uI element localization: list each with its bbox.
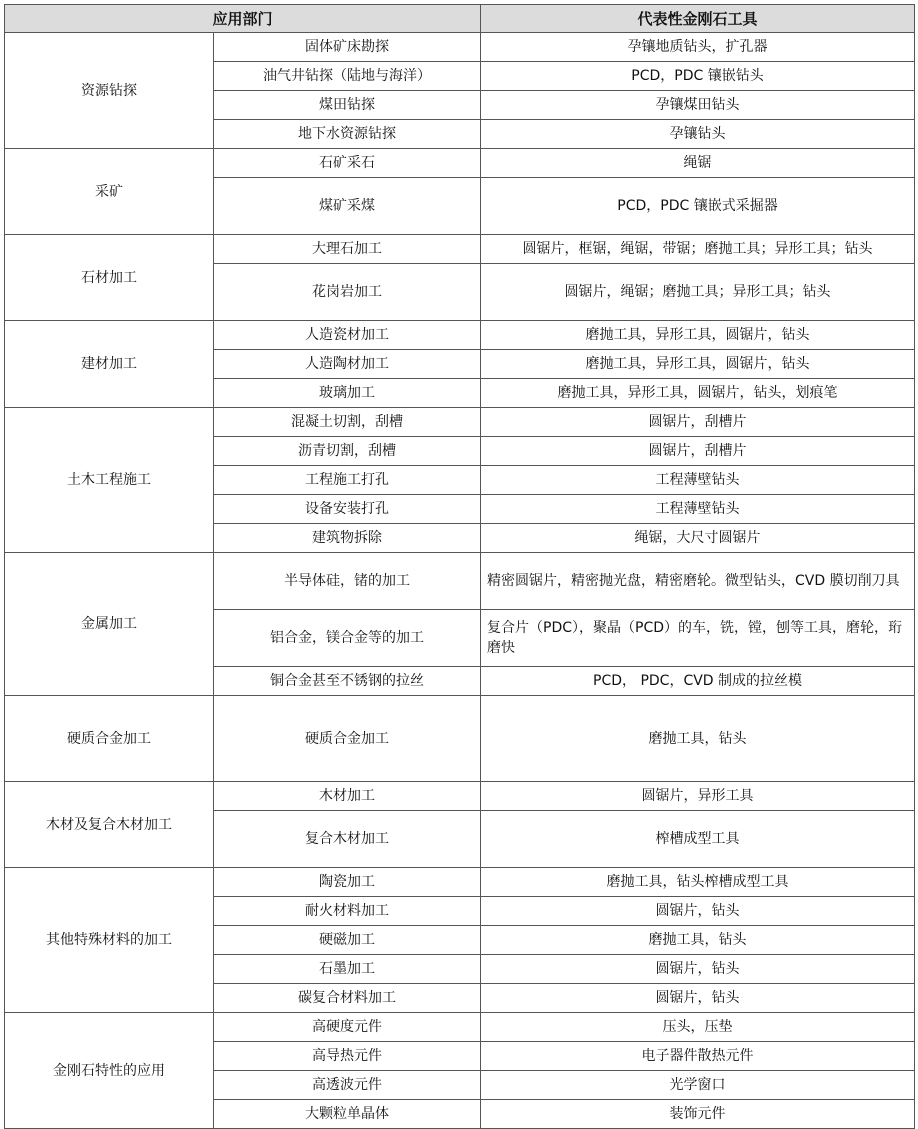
table-row [5, 1013, 915, 1042]
sub-application-cell: 铝合金，镁合金等的加工 [214, 610, 481, 667]
sub-application-cell: 高导热元件 [214, 1042, 481, 1071]
tool-cell: 磨抛工具，异形工具，圆锯片，钻头，划痕笔 [481, 379, 915, 408]
department-cell: 建材加工 [5, 321, 214, 408]
table-row [5, 149, 915, 178]
tool-cell: PCD，PDC 镶嵌钻头 [481, 62, 915, 91]
tool-cell: 绳锯，大尺寸圆锯片 [481, 524, 915, 553]
tool-cell: 工程薄壁钻头 [481, 466, 915, 495]
tool-cell: 圆锯片，刮槽片 [481, 437, 915, 466]
sub-application-cell: 煤矿采煤 [214, 178, 481, 235]
tool-cell: 光学窗口 [481, 1071, 915, 1100]
tool-cell: 工程薄壁钻头 [481, 495, 915, 524]
tool-cell: 复合片（PDC），聚晶（PCD）的车，铣，镗，刨等工具，磨轮，珩磨快 [481, 610, 915, 667]
tool-cell: 孕镶煤田钻头 [481, 91, 915, 120]
tool-cell: 电子器件散热元件 [481, 1042, 915, 1071]
department-cell: 采矿 [5, 149, 214, 235]
sub-application-cell: 高透波元件 [214, 1071, 481, 1100]
sub-application-cell: 设备安装打孔 [214, 495, 481, 524]
tool-cell: 圆锯片，钻头 [481, 955, 915, 984]
diamond-tools-table [4, 4, 915, 1129]
tool-cell: 磨抛工具，异形工具，圆锯片，钻头 [481, 350, 915, 379]
sub-application-cell: 半导体硅，锗的加工 [214, 553, 481, 610]
sub-application-cell: 大颗粒单晶体 [214, 1100, 481, 1129]
sub-application-cell: 建筑物拆除 [214, 524, 481, 553]
sub-application-cell: 混凝土切割，刮槽 [214, 408, 481, 437]
tool-cell: 圆锯片，钻头 [481, 897, 915, 926]
table-row [5, 408, 915, 437]
sub-application-cell: 煤田钻探 [214, 91, 481, 120]
sub-application-cell: 铜合金甚至不锈钢的拉丝 [214, 667, 481, 696]
sub-application-cell: 石矿采石 [214, 149, 481, 178]
table-row [5, 696, 915, 782]
tool-cell: 圆锯片，框锯，绳锯，带锯；磨抛工具；异形工具；钻头 [481, 235, 915, 264]
department-cell: 硬质合金加工 [5, 696, 214, 782]
sub-application-cell: 高硬度元件 [214, 1013, 481, 1042]
header-representative-tools: 代表性金刚石工具 [481, 5, 915, 33]
tool-cell: 圆锯片，刮槽片 [481, 408, 915, 437]
tool-cell: 圆锯片，钻头 [481, 984, 915, 1013]
department-cell: 石材加工 [5, 235, 214, 321]
department-cell: 金属加工 [5, 553, 214, 696]
sub-application-cell: 固体矿床勘探 [214, 33, 481, 62]
table-row [5, 33, 915, 62]
sub-application-cell: 人造瓷材加工 [214, 321, 481, 350]
tool-cell: 绳锯 [481, 149, 915, 178]
tool-cell: 磨抛工具，钻头 [481, 926, 915, 955]
sub-application-cell: 沥青切割，刮槽 [214, 437, 481, 466]
header-row [5, 5, 915, 33]
sub-application-cell: 碳复合材料加工 [214, 984, 481, 1013]
tool-cell: 孕镶钻头 [481, 120, 915, 149]
department-cell: 其他特殊材料的加工 [5, 868, 214, 1013]
department-cell: 金刚石特性的应用 [5, 1013, 214, 1129]
sub-application-cell: 地下水资源钻探 [214, 120, 481, 149]
department-cell: 土木工程施工 [5, 408, 214, 553]
tool-cell: PCD， PDC，CVD 制成的拉丝模 [481, 667, 915, 696]
sub-application-cell: 油气井钻探（陆地与海洋） [214, 62, 481, 91]
sub-application-cell: 硬磁加工 [214, 926, 481, 955]
table-row [5, 235, 915, 264]
sub-application-cell: 石墨加工 [214, 955, 481, 984]
table-row [5, 868, 915, 897]
sub-application-cell: 大理石加工 [214, 235, 481, 264]
tool-cell: 榨槽成型工具 [481, 811, 915, 868]
sub-application-cell: 陶瓷加工 [214, 868, 481, 897]
sub-application-cell: 复合木材加工 [214, 811, 481, 868]
sub-application-cell: 硬质合金加工 [214, 696, 481, 782]
table-row [5, 782, 915, 811]
department-cell: 资源钻探 [5, 33, 214, 149]
sub-application-cell: 木材加工 [214, 782, 481, 811]
tool-cell: PCD，PDC 镶嵌式采掘器 [481, 178, 915, 235]
tool-cell: 圆锯片，绳锯；磨抛工具；异形工具；钻头 [481, 264, 915, 321]
tool-cell: 孕镶地质钻头，扩孔器 [481, 33, 915, 62]
tool-cell: 圆锯片，异形工具 [481, 782, 915, 811]
table-row [5, 321, 915, 350]
tool-cell: 装饰元件 [481, 1100, 915, 1129]
table-body [5, 33, 915, 1129]
sub-application-cell: 花岗岩加工 [214, 264, 481, 321]
tool-cell: 磨抛工具，异形工具，圆锯片，钻头 [481, 321, 915, 350]
sub-application-cell: 工程施工打孔 [214, 466, 481, 495]
sub-application-cell: 玻璃加工 [214, 379, 481, 408]
department-cell: 木材及复合木材加工 [5, 782, 214, 868]
tool-cell: 磨抛工具，钻头 [481, 696, 915, 782]
tool-cell: 精密圆锯片，精密抛光盘，精密磨轮。微型钻头，CVD 膜切削刀具 [481, 553, 915, 610]
sub-application-cell: 耐火材料加工 [214, 897, 481, 926]
sub-application-cell: 人造陶材加工 [214, 350, 481, 379]
header-application-department: 应用部门 [5, 5, 481, 33]
table-row [5, 553, 915, 610]
tool-cell: 压头，压垫 [481, 1013, 915, 1042]
tool-cell: 磨抛工具，钻头榨槽成型工具 [481, 868, 915, 897]
